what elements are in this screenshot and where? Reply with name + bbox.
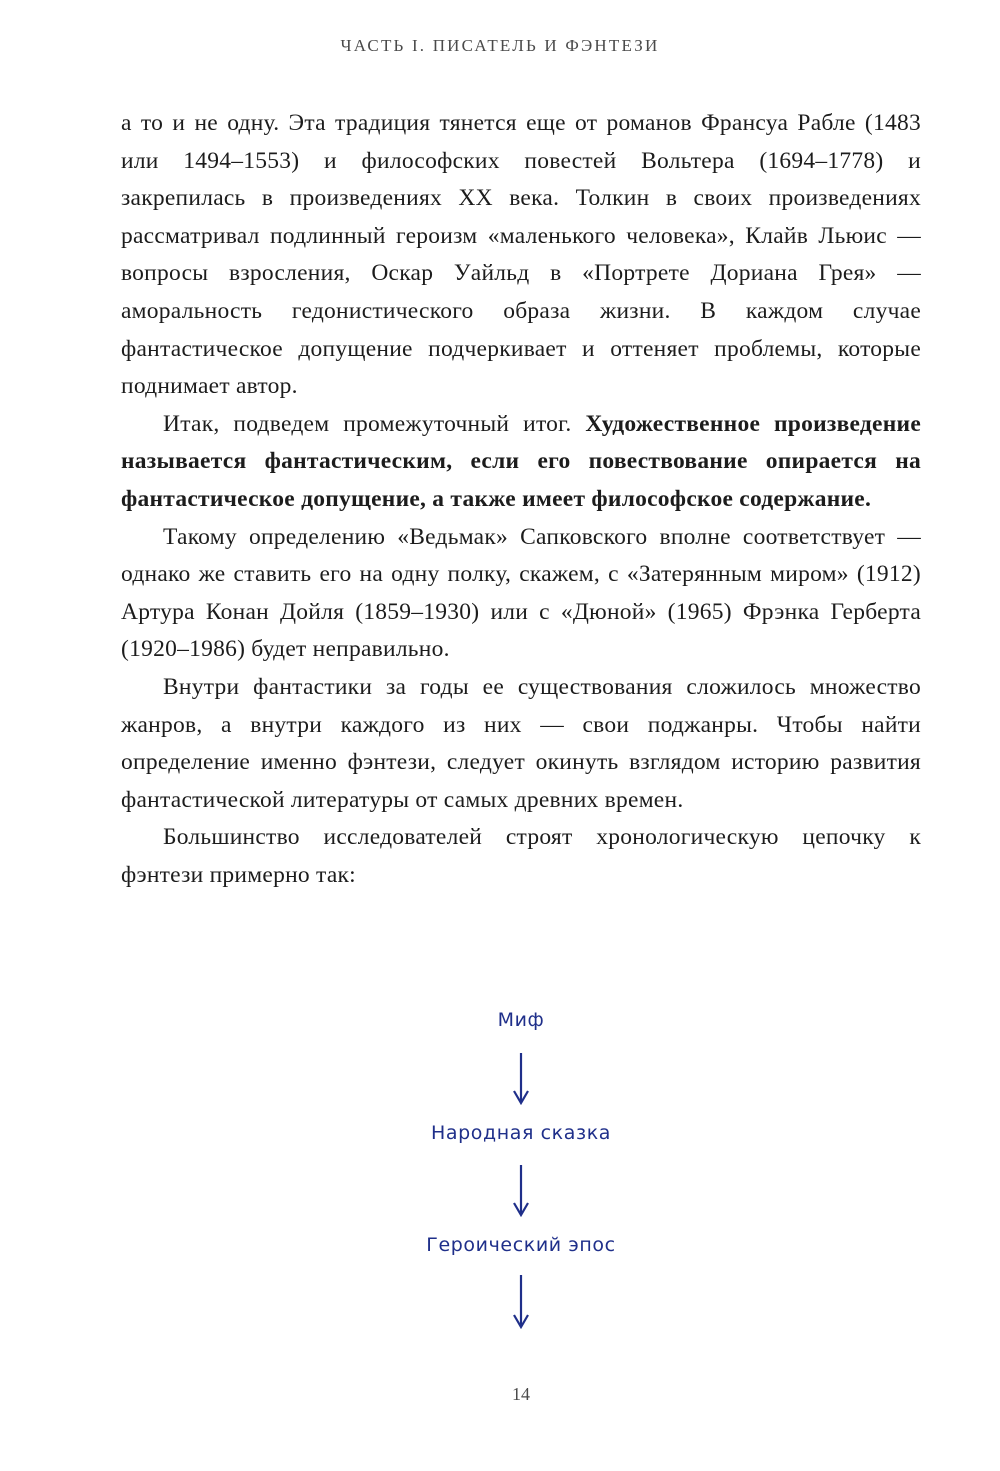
running-head: ЧАСТЬ I. ПИСАТЕЛЬ И ФЭНТЕЗИ — [340, 36, 660, 55]
paragraph-4: Внутри фантастики за годы ее существования сложилось множество жанров, а внутри каждого из них — свои поджанры. Чтобы найти определение именно фэнтези, следует окинуть взглядом историю развития фантастической литературы от самых древних времен. — [121, 673, 921, 813]
arrow-down-icon — [509, 1165, 533, 1217]
paragraph-1: а то и не одну. Эта традиция тянется еще от романов Франсуа Рабле (1483 или 1494–1553) и философских повестей Вольтера (1694–1778) и закрепилась в произведениях XX века. Толкин в своих произведениях рассматривал подлинный героизм «маленького человека», Клайв Льюис — вопросы взросления, Оскар Уайльд в «Портрете Дориана Грея» — аморальность гедонистического образа жизни. В каждом случае фантастическое допущение подчеркивает и оттеняет проблемы, которые поднимает автор. — [121, 110, 921, 400]
paragraph-2-lead: Итак, подведем промежуточный итог. — [163, 410, 586, 437]
node-heroic-epic: Героический эпос — [426, 1234, 616, 1256]
page-number: 14 — [512, 1384, 530, 1404]
definition-bold: Художественное произведение называется фантастическим, если его повествование опирается на фантастическое допущение, а также имеет философское содержание. — [121, 410, 921, 512]
arrow-down-icon — [509, 1275, 533, 1329]
arrow-down-icon — [509, 1053, 533, 1105]
node-folk-tale: Народная сказка — [430, 1122, 612, 1144]
paragraph-3: Такому определению «Ведьмак» Сапковского вполне соответствует — однако же ставить его на одну полку, скажем, с «Затерянным миром» (1912) Артура Конан Дойля (1859–1930) или с «Дюной» (1965) Фрэнка Герберта (1920–1986) будет неправильно. — [121, 523, 921, 663]
paragraph-2 — [121, 406, 921, 519]
body-text — [121, 105, 921, 894]
paragraph-5: Большинство исследователей строят хронологическую цепочку к фэнтези примерно так: — [121, 824, 921, 888]
node-myth: Миф — [497, 1009, 545, 1031]
